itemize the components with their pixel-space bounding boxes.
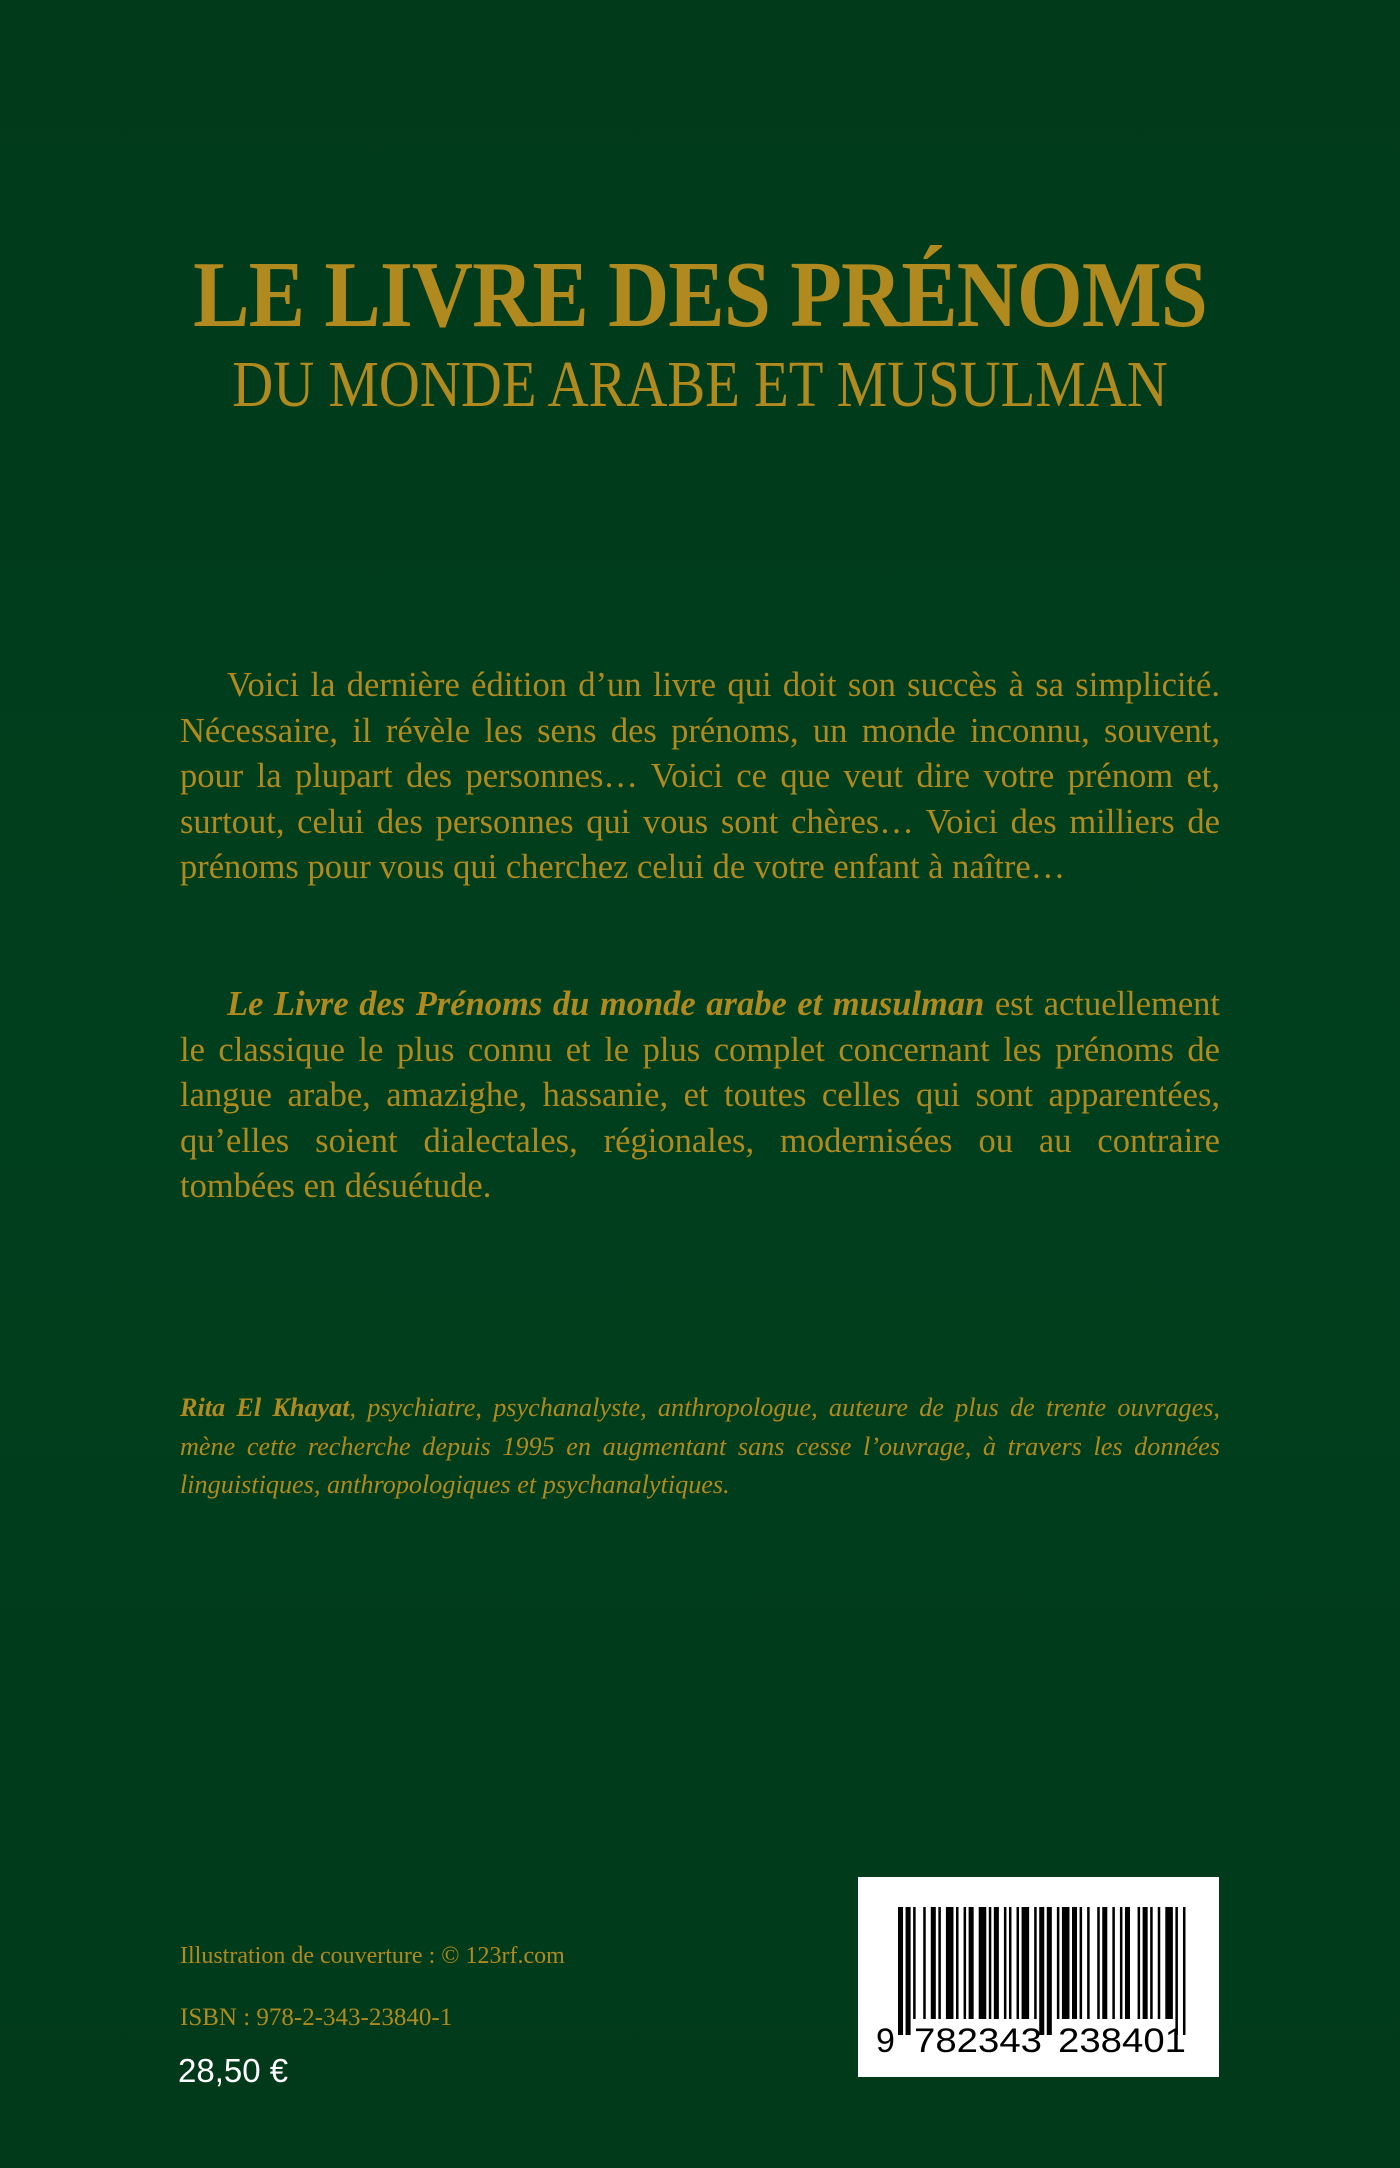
barcode-bar [1150,1907,1153,2019]
barcode-bar [1158,1907,1161,2019]
barcode-bar [906,1907,911,2035]
barcode-bar [923,1907,926,2019]
barcode-bar [1004,1907,1007,2019]
barcode-bar [1112,1907,1115,2019]
illustration-credit: Illustration de couverture : © 123rf.com [180,1943,565,1969]
barcode-bar [946,1907,954,2019]
barcode-bar [1047,1907,1052,2035]
author-bio-text: , psychiatre, psychanalyste, anthropologue, auteure de plus de trente ouvrages, mène cette recherche depuis 1995 en augmentant sans cesse l’ouvrage, à travers les données linguistiques, anthropologiques et psychanalytiques. [180,1393,1220,1499]
barcode-bar [913,1907,916,2019]
barcode-bar [989,1907,992,2019]
price: 28,50 € [178,2052,289,2089]
barcode-bar [1183,1907,1186,2035]
barcode [858,1877,1219,2077]
author-bio [180,1389,1220,1505]
barcode-bar [1039,1907,1044,2035]
barcode-digits-left: 782343 [914,2022,1042,2060]
isbn: ISBN : 978-2-343-23840-1 [180,2004,453,2031]
barcode-bar [1072,1907,1077,2019]
book-title: LE LIVRE DES PRÉNOMS [193,243,1207,347]
barcode-bars [898,1907,1188,2035]
barcode-bar [1175,1907,1178,2035]
barcode-bar [931,1907,936,2019]
barcode-bar [1057,1907,1060,2019]
barcode-bar [1165,1907,1173,2019]
barcode-digit-prefix: 9 [876,2022,895,2060]
barcode-bar [969,1907,974,2019]
barcode-bar [1143,1907,1148,2019]
barcode-digits [874,2020,1204,2060]
barcode-bar [1102,1907,1107,2019]
book-subtitle: DU MONDE ARABE ET MUSULMAN [232,348,1168,421]
barcode-bar [1080,1907,1083,2019]
description-paragraph-2-text: est actuellement le classique le plus connu et le plus complet concernant les prénoms de langue arabe, amazighe, hassanie, et toutes celles qui sont apparentées, qu’elles soient dialectales, régionales, modernisées ou au contraire tombées en désuétude. [180,985,1220,1206]
barcode-bar [979,1907,987,2019]
barcode-bar [1009,1907,1012,2019]
barcode-bar [1125,1907,1130,2019]
barcode-bar [1138,1907,1141,2019]
barcode-bar [1034,1907,1037,2019]
barcode-digits-right: 238401 [1058,2022,1186,2060]
description-paragraph-1: Voici la dernière édition d’un livre qui doit son succès à sa simplicité. Nécessaire, il révèle les sens des prénoms, un monde inconnu, souvent, pour la plupart des personnes… Voici ce que veut dire votre prénom et, surtout, celui des personnes qui vous sont chères… Voici des milliers de prénoms pour vous qui cherchez celui de votre enfant à naître… [180,666,1220,887]
barcode-bar [1062,1907,1070,2019]
barcode-bar [938,1907,941,2019]
barcode-bar [956,1907,959,2019]
barcode-bar [1120,1907,1123,2019]
author-name: Rita El Khayat [180,1393,350,1422]
barcode-bar [964,1907,967,2019]
barcode-bar [994,1907,999,2019]
barcode-bar [898,1907,903,2035]
barcode-bar [1017,1907,1020,2019]
book-title-italic: Le Livre des Prénoms du monde arabe et musulman [227,985,985,1023]
barcode-bar [1087,1907,1090,2019]
barcode-bar [1022,1907,1030,2019]
barcode-bar [1097,1907,1100,2019]
description-paragraph-2 [180,982,1220,1210]
